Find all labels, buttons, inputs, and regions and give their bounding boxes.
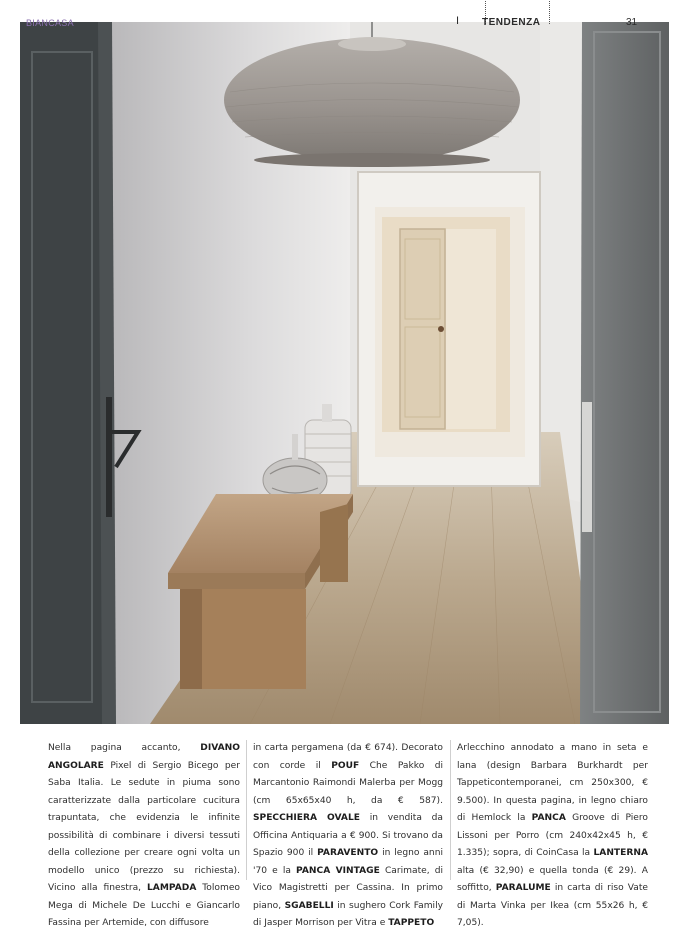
caption-text: Groove di Piero Lissoni per Porro (cm 240x42x45 h, € 1.335); sopra, di CoinCasa la [457,813,648,858]
product-name: SPECCHIERA OVALE [253,813,360,823]
product-name: DIVANO ANGOLARE [48,743,240,771]
product-name: LANTERNA [593,848,648,858]
product-name: POUF [331,760,360,771]
caption-text: in sughero Cork Family di Jasper Morrison per Vitra e [253,900,443,928]
caption-column-3 [457,740,648,933]
caption-column-1 [48,740,240,933]
caption-text: in carta pergamena (da € 674). Decorato con corde il [253,743,443,771]
caption-column-2 [253,740,443,933]
product-name: SGABELLI [284,900,334,911]
caption-text: Carimate, di Vico Magistretti per Cassina. In primo piano, [253,865,444,911]
page-number: 31 [626,17,638,28]
section-title: TENDENZA [482,17,541,28]
column-divider [246,740,247,880]
hallway-illustration [20,22,669,724]
product-name: TAPPETO [388,918,435,928]
caption-text: in vendita da Officina Antiquaria a € 900. Si trovano da Spazio 900 il [253,813,443,858]
caption-text: alta (€ 32,90) e quella tonda (€ 29). A soffitto, [457,865,648,893]
caption-text: in legno anni '70 e la [253,848,443,876]
caption-text: in carta di riso Vate di Marta Vinka per Ikea (cm 55x26 h, € 7,05). [457,883,648,928]
header-dotted-rule-2 [549,0,550,24]
caption-text: Nella pagina accanto, [48,743,201,753]
header-separator: I [456,15,460,27]
product-name: PANCA [531,813,566,823]
caption-text: Che Pakko di Marcantonio Raimondi Malerba per Mogg (cm 65x65x40 h, da € 587). [253,760,443,806]
product-name: PANCA VINTAGE [296,865,380,876]
caption-text: Pixel di Sergio Bicego per Saba Italia. Le sedute in piuma sono caratterizzate dalla particolare cucitura trapuntata, che evidenzia le infinite possibilità di combinare i diversi tessuti della collezione per creare ogni volta un modello unico (prezzo su richiesta). Vicino alla finestra, [48,760,240,893]
interior-photo [20,22,669,724]
product-name: PARAVENTO [317,848,379,858]
caption-text: Tolomeo Mega di Michele De Lucchi e Giancarlo Fassina per Artemide, con diffusore [48,883,240,928]
magazine-label: BIANCASA [26,18,74,28]
product-name: LAMPADA [147,883,197,893]
caption-text: Arlecchino annodato a mano in seta e lana (design Barbara Burkhardt per Tappeticontemporanei, cm 250x300, € 9.500). In questa pagina, in legno chiaro di Hemlock la [457,743,648,823]
product-name: PARALUME [495,883,551,893]
column-divider [450,740,451,880]
